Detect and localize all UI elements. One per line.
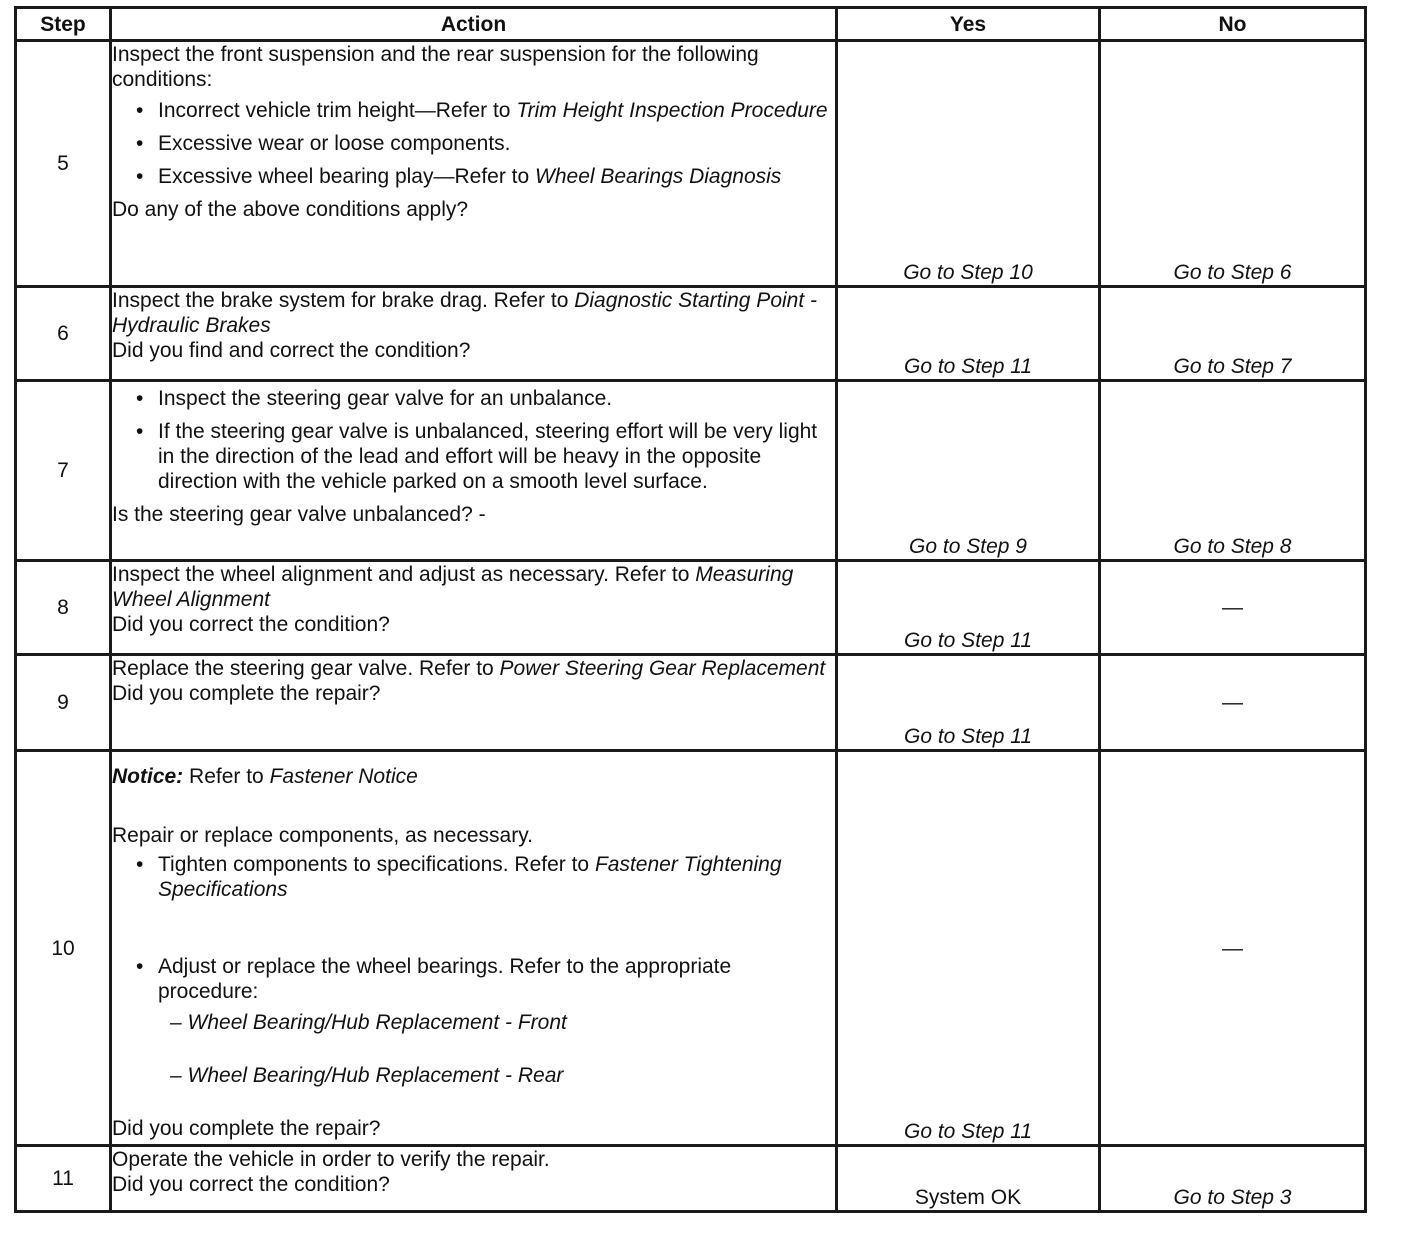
list-item: [158, 131, 835, 156]
procedure-link[interactable]: – Wheel Bearing/Hub Replacement - Rear: [170, 1064, 564, 1087]
procedure-list: [158, 1010, 835, 1088]
header-row: [16, 8, 1366, 41]
action-intro: [112, 656, 835, 681]
no-result: —: [1100, 751, 1366, 1146]
no-result: —: [1100, 561, 1366, 655]
instruction-list: [112, 852, 835, 1088]
item-text: Tighten components to specifications. Refer to: [158, 853, 595, 876]
action-question: Did you complete the repair?: [112, 682, 381, 705]
yes-result[interactable]: Go to Step 9: [837, 381, 1100, 561]
item-text: Adjust or replace the wheel bearings. Refer to the appropriate procedure:: [158, 955, 732, 1003]
table-row: [16, 381, 1366, 561]
list-item: • Inspect the steering gear valve for an unbalance.: [158, 386, 835, 411]
yes-result: System OK: [837, 1146, 1100, 1212]
list-item: [158, 98, 835, 123]
reference-link[interactable]: Diagnostic Starting Point - Hydraulic Brakes: [112, 289, 818, 337]
action-cell: [111, 655, 837, 751]
item-text: Excessive wear or loose components.: [158, 132, 511, 155]
yes-result[interactable]: Go to Step 11: [837, 655, 1100, 751]
yes-result[interactable]: Go to Step 11: [837, 751, 1100, 1146]
reference-link[interactable]: Wheel Bearings Diagnosis: [535, 165, 782, 188]
step-number: 7: [16, 381, 111, 561]
condition-list: [112, 98, 835, 189]
step-number: 6: [16, 287, 111, 381]
table-row: [16, 287, 1366, 381]
reference-link[interactable]: Measuring Wheel Alignment: [112, 563, 794, 611]
action-question: Do any of the above conditions apply?: [112, 198, 469, 221]
notice-text: Refer to: [183, 765, 270, 788]
yes-result[interactable]: Go to Step 11: [837, 287, 1100, 381]
action-cell: [111, 381, 837, 561]
step-number: 9: [16, 655, 111, 751]
header-no: No: [1100, 8, 1366, 41]
list-item: • If the steering gear valve is unbalanced, steering effort will be very light in the direction of the lead and effort will be heavy in the opposite direction with the vehicle parked on a smooth level surface.: [158, 419, 835, 494]
table-row: [16, 655, 1366, 751]
list-item: [158, 164, 835, 189]
action-intro: [112, 288, 835, 338]
notice-line: [112, 764, 835, 789]
no-result[interactable]: Go to Step 3: [1100, 1146, 1366, 1212]
action-cell: [111, 1146, 837, 1212]
action-cell: [111, 41, 837, 287]
table-row: [16, 41, 1366, 287]
table-row: [16, 561, 1366, 655]
header-step: Step: [16, 8, 111, 41]
reference-link[interactable]: Fastener Tightening Specifications: [158, 853, 782, 901]
notice-label: Notice:: [112, 765, 184, 788]
procedure-link[interactable]: – Wheel Bearing/Hub Replacement - Front: [170, 1011, 567, 1034]
step-number: 11: [16, 1146, 111, 1212]
diagnostic-table: [14, 6, 1367, 1213]
intro-text: Inspect the wheel alignment and adjust as necessary. Refer to: [112, 563, 696, 586]
item-text: Excessive wheel bearing play—Refer to: [158, 165, 536, 188]
action-question: Did you correct the condition?: [112, 613, 390, 636]
step-number: 10: [16, 751, 111, 1146]
reference-link[interactable]: Power Steering Gear Replacement: [499, 657, 826, 680]
reference-link[interactable]: Fastener Notice: [269, 765, 418, 788]
reference-link[interactable]: Trim Height Inspection Procedure: [516, 99, 828, 122]
table-row: [16, 1146, 1366, 1212]
item-text: Incorrect vehicle trim height—Refer to: [158, 99, 517, 122]
action-intro: Operate the vehicle in order to verify the repair.: [112, 1148, 550, 1171]
action-cell: [111, 751, 837, 1146]
list-item: [158, 852, 835, 902]
yes-result[interactable]: Go to Step 10: [837, 41, 1100, 287]
no-result[interactable]: Go to Step 6: [1100, 41, 1366, 287]
intro-text: Replace the steering gear valve. Refer to: [112, 657, 500, 680]
action-question: Did you correct the condition?: [112, 1173, 390, 1196]
action-question: Is the steering gear valve unbalanced? -: [112, 503, 486, 526]
intro-text: Inspect the brake system for brake drag. Refer to: [112, 289, 575, 312]
action-intro: Inspect the front suspension and the rear suspension for the following conditions:: [112, 43, 759, 91]
action-cell: [111, 287, 837, 381]
no-result[interactable]: Go to Step 7: [1100, 287, 1366, 381]
action-question: Did you complete the repair?: [112, 1117, 381, 1140]
table-row: [16, 751, 1366, 1146]
action-intro: [112, 562, 835, 612]
instruction-list: [112, 386, 835, 494]
step-number: 5: [16, 41, 111, 287]
action-question: Did you find and correct the condition?: [112, 339, 471, 362]
yes-result[interactable]: Go to Step 11: [837, 561, 1100, 655]
header-yes: Yes: [837, 8, 1100, 41]
no-result[interactable]: Go to Step 8: [1100, 381, 1366, 561]
action-intro: Repair or replace components, as necessary.: [112, 824, 533, 847]
list-item: [158, 954, 835, 1088]
action-cell: [111, 561, 837, 655]
step-number: 8: [16, 561, 111, 655]
header-action: Action: [111, 8, 837, 41]
no-result: —: [1100, 655, 1366, 751]
